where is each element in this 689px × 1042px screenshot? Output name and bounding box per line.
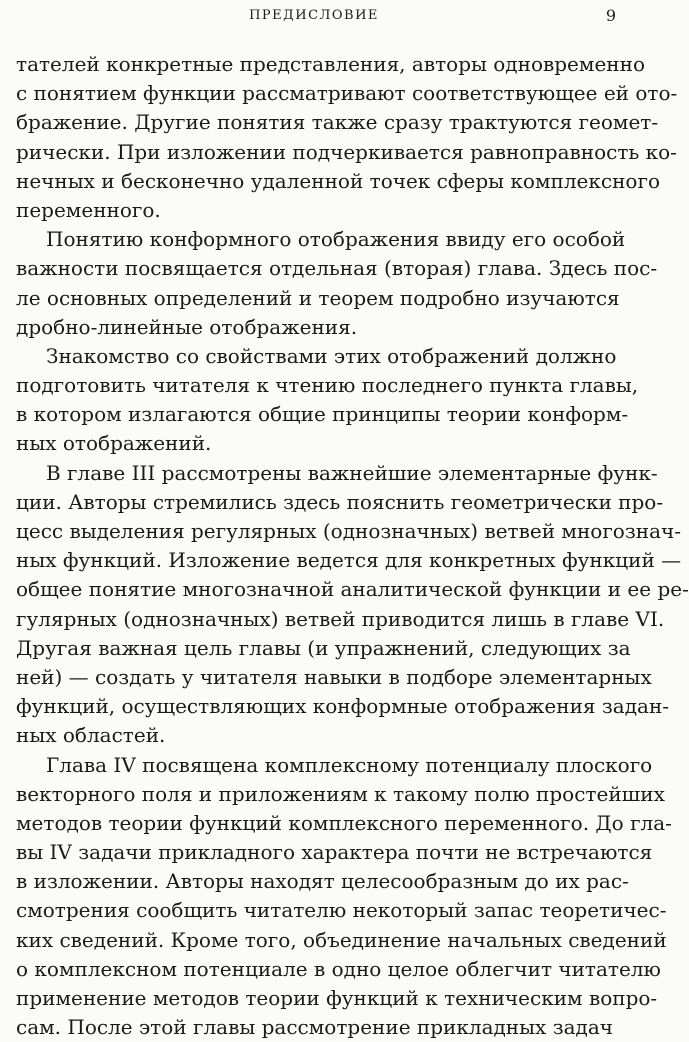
text-line: ней) — создать у читателя навыки в подборе элементарных <box>16 663 610 692</box>
text-line: Знакомство со свойствами этих отображений должно <box>16 342 610 371</box>
text-line: ных областей. <box>16 721 610 750</box>
text-line: подготовить читателя к чтению последнего пункта главы, <box>16 371 610 400</box>
text-line: смотрения сообщить читателю некоторый запас теоретичес- <box>16 896 610 925</box>
body-text <box>16 50 610 1042</box>
text-line: Другая важная цель главы (и упражнений, следующих за <box>16 634 610 663</box>
text-line: применение методов теории функций к техническим вопро- <box>16 984 610 1013</box>
paragraph <box>16 50 610 225</box>
text-line: общее понятие многозначной аналитической функции и ее ре- <box>16 575 610 604</box>
text-line: тателей конкретные представления, авторы одновременно <box>16 50 610 79</box>
text-line: ции. Авторы стремились здесь пояснить геометрически про- <box>16 488 610 517</box>
text-line: ких сведений. Кроме того, объединение начальных сведений <box>16 926 610 955</box>
text-line: ных функций. Изложение ведется для конкретных функций — <box>16 546 610 575</box>
text-line: нечных и бесконечно удаленной точек сферы комплексного <box>16 167 610 196</box>
text-line: ле основных определений и теорем подробно изучаются <box>16 284 610 313</box>
text-line: ных отображений. <box>16 429 610 458</box>
text-line: В главе III рассмотрены важнейшие элементарные функ- <box>16 459 610 488</box>
page-header <box>0 6 628 28</box>
paragraph <box>16 342 610 459</box>
text-line: гулярных (однозначных) ветвей приводится лишь в главе VI. <box>16 605 610 634</box>
text-line: дробно-линейные отображения. <box>16 313 610 342</box>
paragraph <box>16 459 610 751</box>
text-line: в котором излагаются общие принципы теории конформ- <box>16 400 610 429</box>
text-line: функций, осуществляющих конформные отображения задан- <box>16 692 610 721</box>
paragraph <box>16 225 610 342</box>
text-line: сам. После этой главы рассмотрение прикладных задач <box>16 1013 610 1042</box>
text-line: с понятием функции рассматривают соответствующее ей ото- <box>16 79 610 108</box>
paragraph <box>16 751 610 1042</box>
text-line: рически. При изложении подчеркивается равноправность ко- <box>16 138 610 167</box>
text-line: векторного поля и приложениям к такому полю простейших <box>16 780 610 809</box>
text-line: вы IV задачи прикладного характера почти не встречаются <box>16 838 610 867</box>
text-line: в изложении. Авторы находят целесообразным до их рас- <box>16 867 610 896</box>
text-line: цесс выделения регулярных (однозначных) ветвей многознач- <box>16 517 610 546</box>
text-line: Понятию конформного отображения ввиду его особой <box>16 225 610 254</box>
text-line: Глава IV посвящена комплексному потенциалу плоского <box>16 751 610 780</box>
text-line: бражение. Другие понятия также сразу трактуются геомет- <box>16 108 610 137</box>
text-line: важности посвящается отдельная (вторая) глава. Здесь пос- <box>16 254 610 283</box>
text-line: методов теории функций комплексного переменного. До гла- <box>16 809 610 838</box>
running-title: ПРЕДИСЛОВИЕ <box>0 8 628 23</box>
text-line: о комплексном потенциале в одно целое облегчит читателю <box>16 955 610 984</box>
text-line: переменного. <box>16 196 610 225</box>
page-number: 9 <box>606 6 616 25</box>
